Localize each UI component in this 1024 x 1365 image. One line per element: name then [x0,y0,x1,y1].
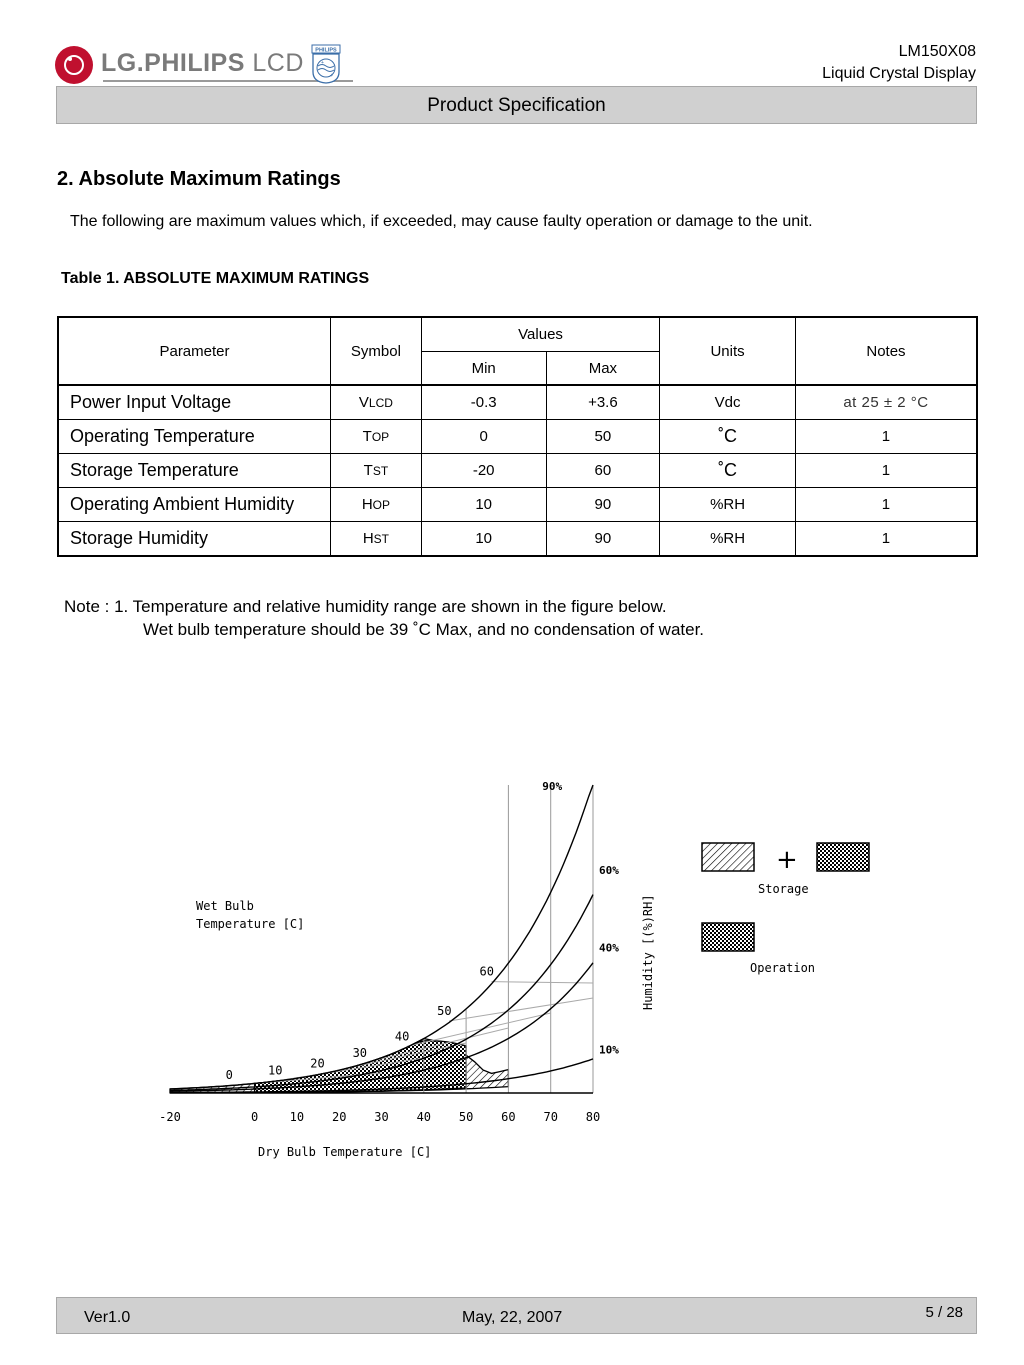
x-tick-label: 0 [250,1110,259,1124]
cell-units: ˚C [660,420,796,454]
wet-bulb-label-line1: Wet Bulb [196,899,254,913]
y-axis-label: Humidity [(%)RH] [641,894,655,1010]
cell-units: ˚C [660,454,796,488]
cell-min: 10 [421,522,546,557]
cell-min: -20 [421,454,546,488]
header-units: Units [660,317,796,385]
cell-max: 90 [546,488,660,522]
wet-bulb-line [407,1013,551,1046]
cell-symbol: VLCD [330,385,421,420]
philips-shield-icon [311,44,341,84]
x-tick-label: 70 [543,1110,558,1124]
cell-min: -0.3 [421,385,546,420]
header-symbol: Symbol [330,317,421,385]
product-type: Liquid Crystal Display [822,65,976,82]
lg-logo-icon [55,46,93,84]
table-caption: Table 1. ABSOLUTE MAXIMUM RATINGS [61,270,370,287]
footer-date: May, 22, 2007 [462,1309,563,1326]
wet-bulb-tick-label: 40 [394,1029,410,1044]
cell-notes: 1 [795,522,977,557]
svg-text:PHILIPS: PHILIPS [315,47,337,54]
humidity-curve-label: 40% [599,941,619,955]
wet-bulb-tick-label: 60 [479,964,494,979]
table-header-row [58,317,977,352]
table-row [58,488,977,522]
document-id [822,41,976,85]
wet-bulb-line [449,998,593,1021]
cell-parameter: Operating Temperature [58,420,330,454]
cell-units: %RH [660,488,796,522]
section-intro: The following are maximum values which, if exceeded, may cause faulty operation or damage to the unit. [70,213,813,230]
x-tick-label: 30 [374,1110,389,1124]
x-tick-label: 10 [289,1110,305,1124]
humidity-curve-label: 10% [599,1043,619,1057]
cell-symbol: HST [330,522,421,557]
wet-bulb-tick-label: 20 [310,1056,325,1071]
cell-max: 50 [546,420,660,454]
wet-bulb-tick-label: 30 [352,1045,368,1060]
x-tick-label: 80 [585,1110,601,1124]
svg-text:+: + [321,60,324,66]
table-row [58,454,977,488]
cell-parameter: Storage Temperature [58,454,330,488]
ratings-table [57,316,978,557]
cell-symbol: TST [330,454,421,488]
humidity-curve [170,785,593,1089]
legend-plus: + [776,845,798,875]
legend-operation-label: Operation [750,961,816,975]
wet-bulb-tick-label: 0 [225,1067,233,1082]
cell-notes: at 25 ± 2 °C [795,385,977,420]
section-title: 2. Absolute Maximum Ratings [57,168,341,190]
x-tick-label: 20 [331,1110,347,1124]
cell-symbol: HOP [330,488,421,522]
wet-bulb-label-line2: Temperature [C] [196,917,305,931]
header-band: Product Specification [56,86,977,124]
header-max: Max [546,352,660,386]
logo-wordmark: LG.PHILIPS LCD [101,49,304,77]
psychrometric-chart [140,770,880,1170]
cell-max: +3.6 [546,385,660,420]
legend-storage-cross-swatch [817,843,869,871]
legend-storage-hatch-swatch [702,843,754,871]
cell-notes: 1 [795,454,977,488]
company-logo [55,44,345,86]
table-row [58,420,977,454]
cell-parameter: Power Input Voltage [58,385,330,420]
cell-parameter: Storage Humidity [58,522,330,557]
model-number: LM150X08 [898,43,976,60]
cell-notes: 1 [795,488,977,522]
footer-page-number: 5 / 28 [925,1304,963,1321]
wet-bulb-tick-label: 50 [437,1003,452,1018]
cell-max: 90 [546,522,660,557]
cell-min: 10 [421,488,546,522]
humidity-curve-label: 60% [599,863,619,877]
footer-band [56,1297,977,1334]
cell-units: Vdc [660,385,796,420]
x-tick-label: 60 [501,1110,516,1124]
header-parameter: Parameter [58,317,330,385]
cell-units: %RH [660,522,796,557]
note-line-2: Wet bulb temperature should be 39 ˚C Max, and no condensation of water. [143,620,705,639]
wet-bulb-tick-label: 10 [267,1063,283,1078]
cell-max: 60 [546,454,660,488]
table-row [58,385,977,420]
header-min: Min [421,352,546,386]
table-row [58,522,977,557]
legend-storage-label: Storage [758,882,809,896]
footer-version: Ver1.0 [84,1309,131,1326]
note-line-1: Note : 1. Temperature and relative humidity range are shown in the figure below. [64,597,667,616]
x-tick-label: -20 [159,1110,181,1124]
x-axis-label: Dry Bulb Temperature [C] [258,1145,432,1159]
x-tick-label: 40 [416,1110,432,1124]
cell-min: 0 [421,420,546,454]
cell-notes: 1 [795,420,977,454]
header-notes: Notes [795,317,977,385]
cell-parameter: Operating Ambient Humidity [58,488,330,522]
humidity-curve-label: 90% [542,780,563,793]
header-values: Values [421,317,659,352]
cell-symbol: TOP [330,420,421,454]
legend-operation-swatch [702,923,754,951]
svg-text:+: + [330,73,333,79]
x-tick-label: 50 [458,1110,474,1124]
